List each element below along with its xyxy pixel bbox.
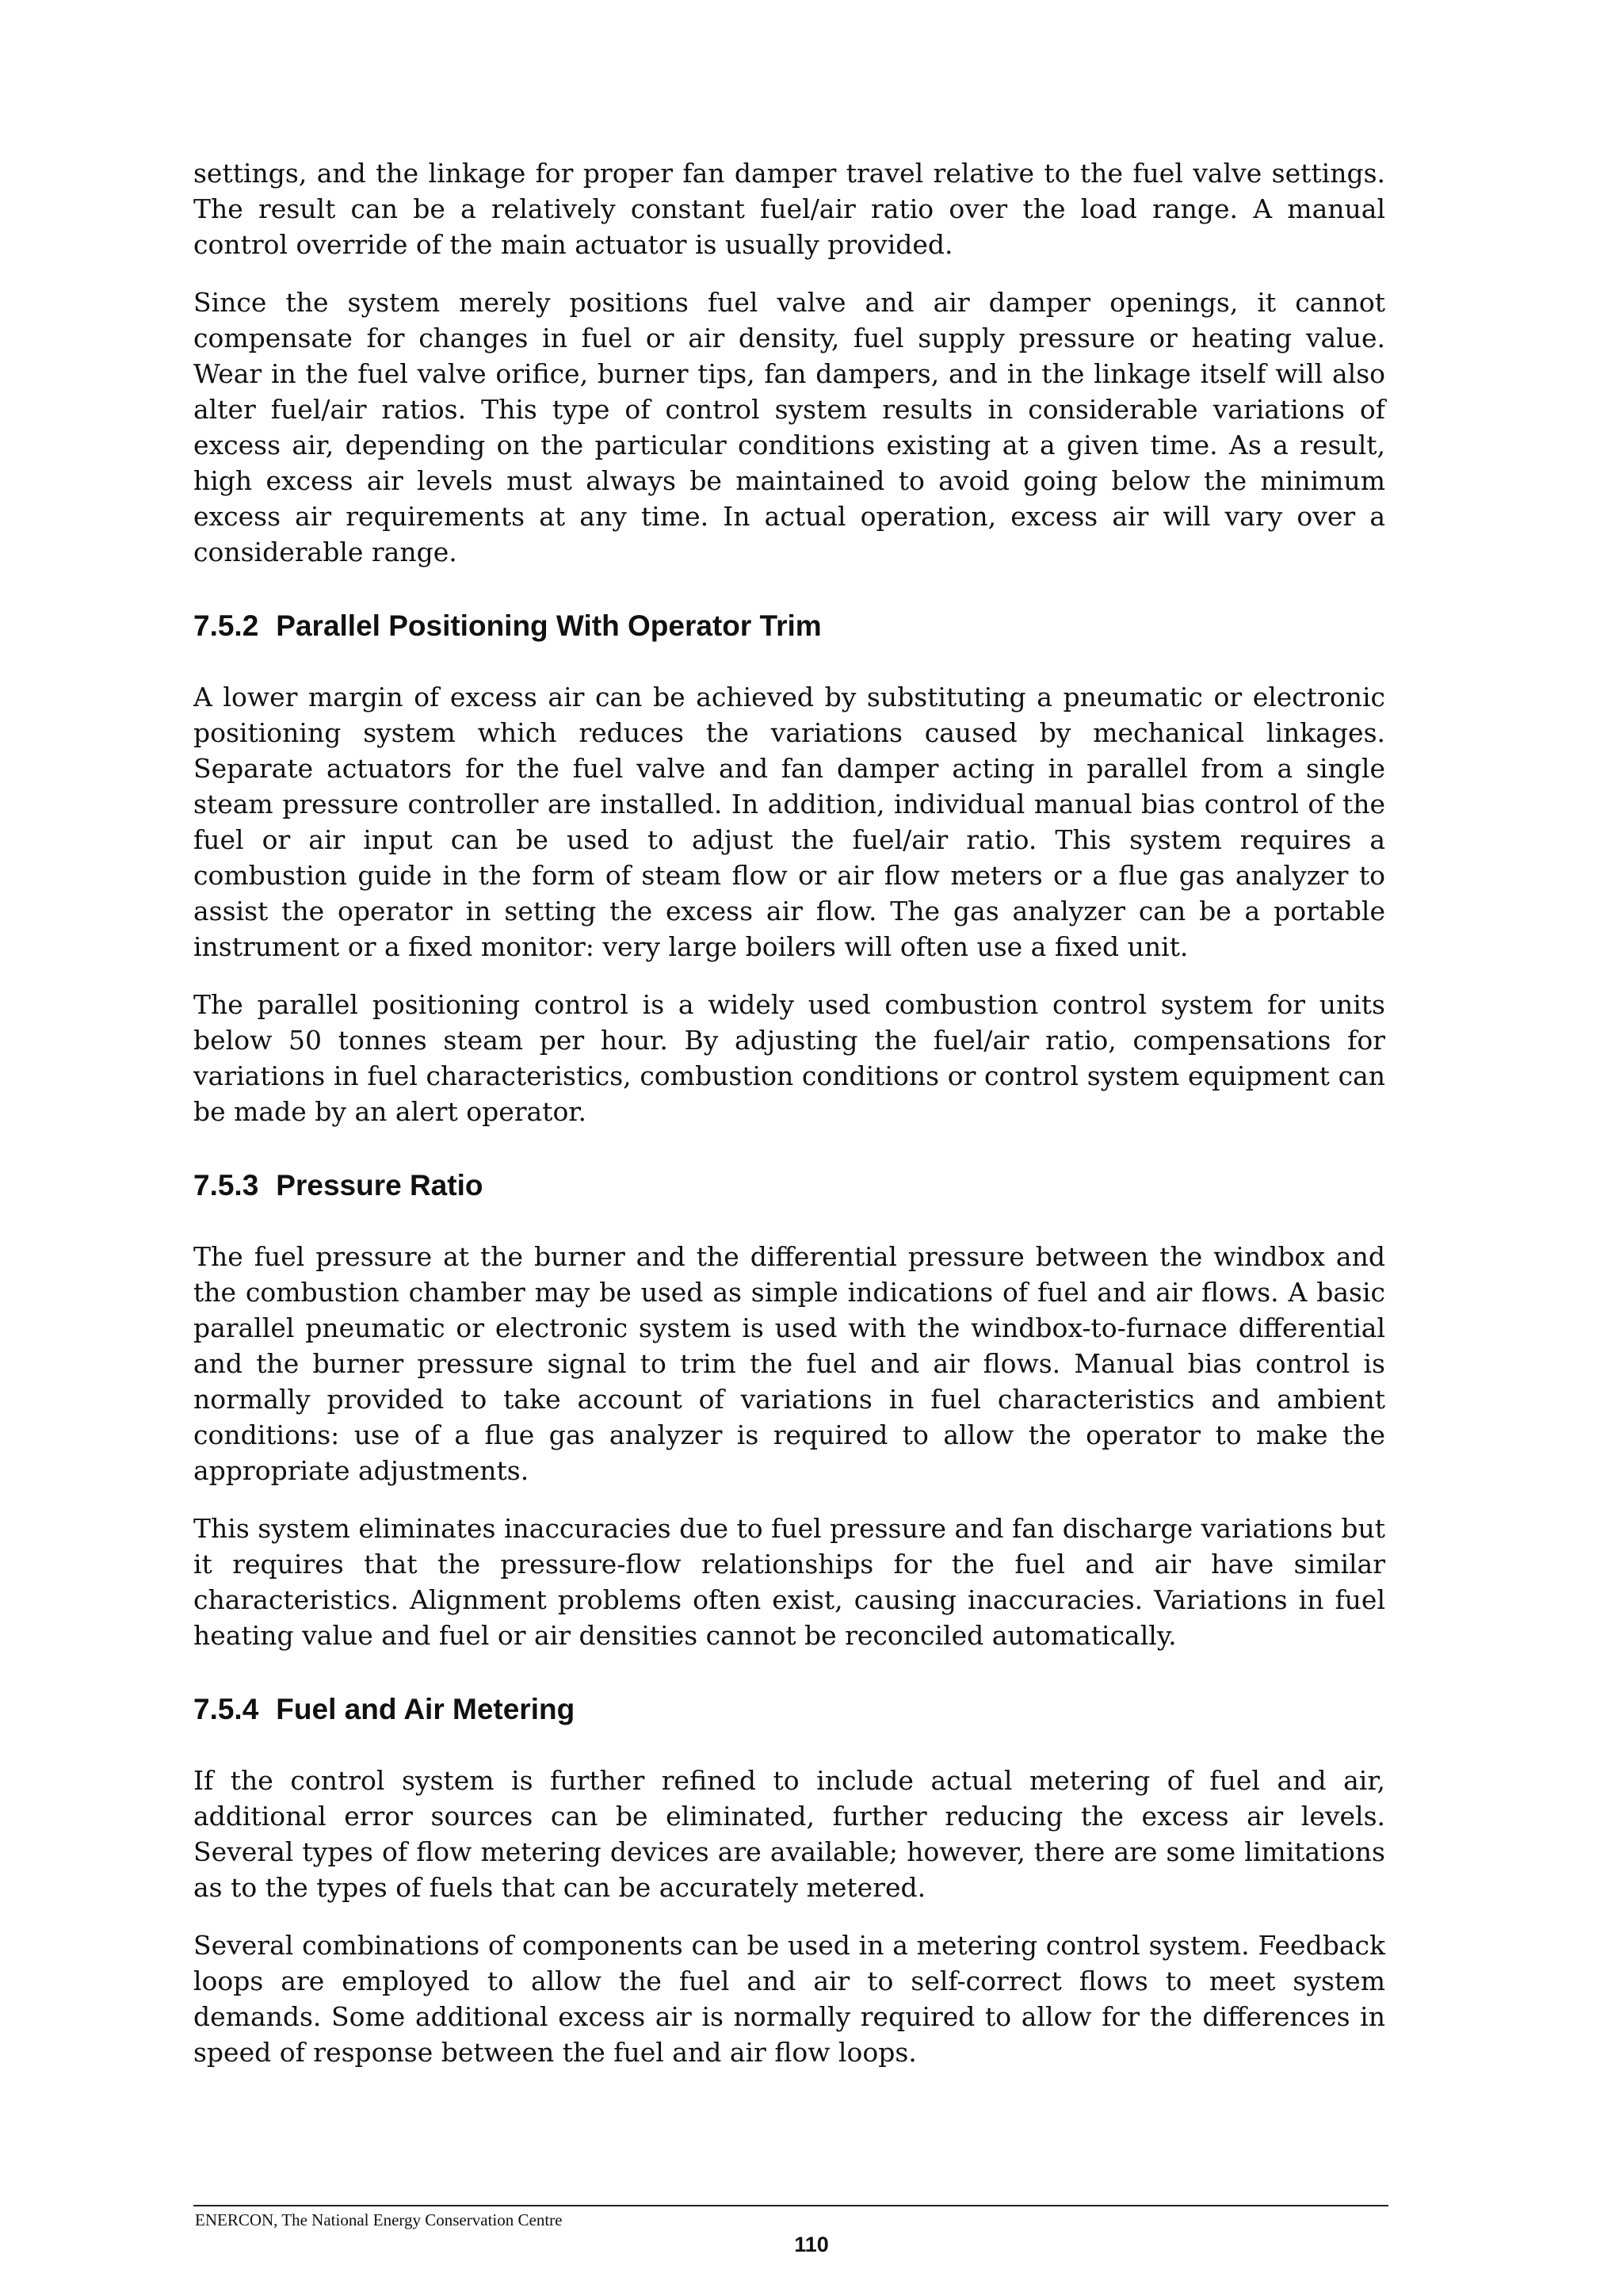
section-7-5-4-paragraph-2: Several combinations of components can be used in a metering control system. Feedback loops are employed to allow the fuel and air to self-correct flows to meet system demands. Some additional excess air is normally required to allow for the differences in speed of response between the fuel and air flow loops. [193,1930,1385,2068]
page-number: 110 [794,2233,829,2256]
section-title: Pressure Ratio [276,1169,483,1201]
section-title: Fuel and Air Metering [276,1693,575,1725]
section-number: 7.5.4 [193,1693,259,1725]
section-7-5-2-paragraph-1: A lower margin of excess air can be achieved by substituting a pneumatic or electronic positioning system which reduces the variations caused by mechanical linkages. Separate actuators for the fuel valve and fan damper acting in parallel from a single steam pressure controller are installed. In addition, individual manual bias control of the fuel or air input can be used to adjust the fuel/air ratio. This system requires a combustion guide in the form of steam flow or air flow meters or a flue gas analyzer to assist the operator in setting the excess air flow. The gas analyzer can be a portable instrument or a fixed monitor: very large boilers will often use a fixed unit. [193,682,1385,962]
footer-organization: ENERCON, The National Energy Conservation Centre [195,2210,563,2229]
intro-paragraph-1: settings, and the linkage for proper fan damper travel relative to the fuel valve settings. The result can be a relatively constant fuel/air ratio over the load range. A manual control override of the main actuator is usually provided. [193,158,1385,260]
section-7-5-3-paragraph-1: The fuel pressure at the burner and the differential pressure between the windbox and the combustion chamber may be used as simple indications of fuel and air flows. A basic parallel pneumatic or electronic system is used with the windbox-to-furnace differential and the burner pressure signal to trim the fuel and air flows. Manual bias control is normally provided to take account of variations in fuel characteristics and ambient conditions: use of a flue gas analyzer is required to allow the operator to make the appropriate adjustments. [193,1241,1385,1486]
section-heading-7-5-4 [193,1691,1385,1728]
section-7-5-4-paragraph-1: If the control system is further refined to include actual metering of fuel and air, additional error sources can be eliminated, further reducing the excess air levels. Several types of flow metering devices are available; however, there are some limitations as to the types of fuels that can be accurately metered. [193,1765,1385,1903]
footer-divider [193,2205,1388,2206]
intro-paragraph-2: Since the system merely positions fuel valve and air damper openings, it cannot compensate for changes in fuel or air density, fuel supply pressure or heating value. Wear in the fuel valve orifice, burner tips, fan dampers, and in the linkage itself will also alter fuel/air ratios. This type of control system results in considerable variations of excess air, depending on the particular conditions existing at a given time. As a result, high excess air levels must always be maintained to avoid going below the minimum excess air requirements at any time. In actual operation, excess air will vary over a considerable range. [193,287,1385,567]
section-heading-7-5-3 [193,1167,1385,1204]
section-title: Parallel Positioning With Operator Trim [276,609,822,642]
section-7-5-2-paragraph-2: The parallel positioning control is a widely used combustion control system for units below 50 tonnes steam per hour. By adjusting the fuel/air ratio, compensations for variations in fuel characteristics, combustion conditions or control system equipment can be made by an alert operator. [193,989,1385,1127]
section-7-5-3-paragraph-2: This system eliminates inaccuracies due to fuel pressure and fan discharge variations but it requires that the pressure-flow relationships for the fuel and air have similar characteristics. Alignment problems often exist, causing inaccuracies. Variations in fuel heating value and fuel or air densities cannot be reconciled automatically. [193,1513,1385,1651]
section-number: 7.5.3 [193,1169,259,1201]
page-body [193,155,1385,2092]
section-heading-7-5-2 [193,608,1385,644]
section-number: 7.5.2 [193,609,259,642]
